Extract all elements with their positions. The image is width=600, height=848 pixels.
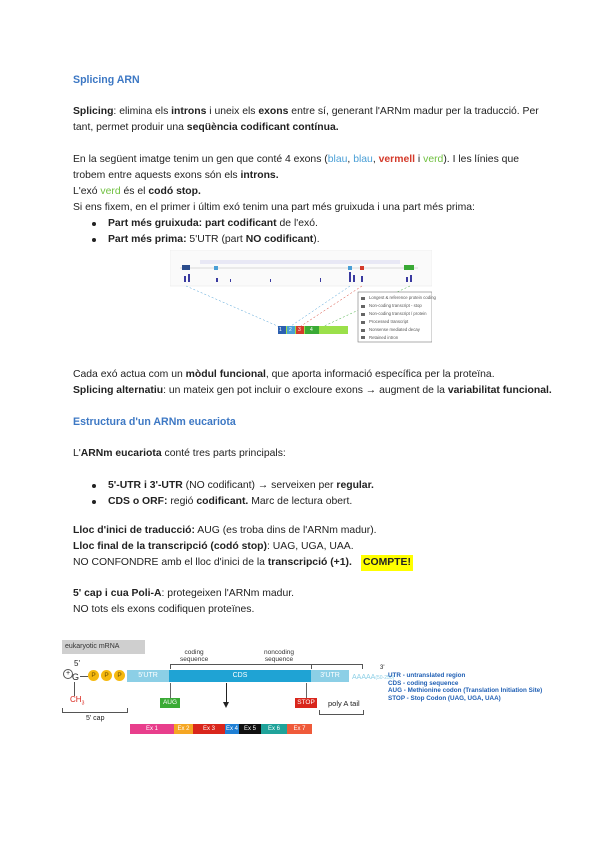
bullet-dot xyxy=(92,238,96,242)
text: transcripció (+1). xyxy=(267,557,352,568)
legend-entry: STOP - Stop Codon (UAG, UGA, UAA) xyxy=(388,694,501,702)
plus-circle: + xyxy=(63,669,73,679)
paragraph-translation-start xyxy=(73,523,377,539)
exon-mark xyxy=(182,265,190,270)
text: conté tres parts principals: xyxy=(161,448,286,459)
text: , xyxy=(347,154,354,165)
paragraph-functional-module xyxy=(73,367,495,383)
cap-label: 5' cap xyxy=(86,715,105,722)
term-functional-module: mòdul funcional xyxy=(185,369,266,380)
utr5-band: 5'UTR xyxy=(127,670,169,682)
figure-header: eukaryotic mRNA xyxy=(62,640,145,654)
bullet-dot xyxy=(92,484,96,488)
legend-entry: Non-coding transcript - stop xyxy=(369,303,422,308)
five-prime-label: 5' xyxy=(74,659,80,668)
text: i uneix els xyxy=(206,106,259,117)
mrna-structure-figure xyxy=(62,640,552,750)
text: NO codificant xyxy=(245,234,314,245)
section-title-mrna: Estructura d'un ARNm eucariota xyxy=(73,416,236,428)
exon-label-2: 2 xyxy=(289,327,292,333)
exon-1: Ex 1 xyxy=(130,724,174,734)
exon-label-1: 1 xyxy=(279,327,282,333)
text: : UAG, UGA, UAA. xyxy=(266,541,354,552)
paragraph-not-all-exons: NO tots els exons codifiquen proteïnes. xyxy=(73,604,255,615)
text: : protegeixen l'ARNm madur. xyxy=(161,588,295,599)
term-introns: introns xyxy=(171,106,207,117)
polya-tail-label: poly A tail xyxy=(328,699,360,708)
bullet-dot xyxy=(92,222,96,226)
text: sequence xyxy=(264,656,294,663)
exon-mark xyxy=(404,265,414,270)
coding-seq-label xyxy=(180,649,208,663)
paragraph-gene-exons xyxy=(73,152,519,168)
methyl-line xyxy=(74,682,75,696)
paragraph-mrna-parts xyxy=(73,446,286,462)
text: , xyxy=(372,154,379,165)
text: i xyxy=(415,154,424,165)
three-prime-label: 3' xyxy=(380,665,385,671)
legend-entry: Longest & reference protein coding xyxy=(369,295,436,300)
ch-text: CH xyxy=(70,695,82,704)
methyl-group xyxy=(70,696,84,708)
paragraph-gene-introns xyxy=(73,168,279,184)
bullet-utr xyxy=(108,478,374,494)
text: AUG (es troba dins de l'ARNm madur). xyxy=(194,525,377,536)
mapping-line xyxy=(288,286,350,328)
gene-browser-figure xyxy=(170,250,436,350)
cds-band: CDS xyxy=(169,670,311,682)
legend-entry: AUG - Methionine codon (Translation Initiation Site) xyxy=(388,687,543,694)
text: coding xyxy=(184,649,204,656)
track-bar xyxy=(200,260,400,264)
text: L'exó xyxy=(73,186,101,197)
mrna-legend xyxy=(388,672,542,702)
text: de l'exó. xyxy=(276,218,318,229)
text: 5'-UTR i 3'-UTR xyxy=(108,480,183,491)
polya-text: AAAAA xyxy=(352,674,376,681)
text: regió xyxy=(167,496,197,507)
legend-entry: UTR - untranslated region xyxy=(388,672,466,679)
bullet-thick-part xyxy=(108,216,318,232)
section-title-splicing: Splicing ARN xyxy=(73,74,140,86)
text: ). xyxy=(313,234,320,245)
term-sequence: seqüència codificant contínua. xyxy=(186,122,339,133)
utr3-band: 3'UTR xyxy=(311,670,349,682)
ch-subscript: 3 xyxy=(81,700,85,707)
bullet-cds xyxy=(108,494,352,510)
text: Part més gruixuda: xyxy=(108,218,203,229)
term-introns: introns. xyxy=(240,170,279,181)
text: Lloc d'inici de traducció: xyxy=(73,525,195,536)
term-variability: variabilitat funcional. xyxy=(447,385,552,396)
term-alternative-splicing: Splicing alternatiu xyxy=(73,385,164,396)
text: Marc de lectura obert. xyxy=(248,496,353,507)
phosphate-1: P xyxy=(88,670,99,681)
exon-label-4: 4 xyxy=(310,327,313,333)
term-splicing: Splicing xyxy=(73,106,114,117)
text: trobem entre aquests exons són els xyxy=(73,170,241,181)
polya-sub: (50-250) xyxy=(375,675,395,681)
text: : elimina els xyxy=(113,106,172,117)
text: noncoding xyxy=(264,649,294,656)
phosphate-3: P xyxy=(114,670,125,681)
bullet-thin-part xyxy=(108,232,320,248)
exon-5: Ex 5 xyxy=(239,724,261,734)
paragraph-exon-parts: Si ens fixem, en el primer i últim exó tenim una part més gruixuda i una part més prima: xyxy=(73,202,475,213)
legend-entry: Processed transcript xyxy=(369,319,409,324)
text: L' xyxy=(73,448,81,459)
paragraph-no-confondre xyxy=(73,555,352,571)
exon-mark xyxy=(214,266,218,270)
color-word-blue: blau xyxy=(353,154,373,165)
g-label: G xyxy=(72,672,80,682)
mapping-line xyxy=(186,286,282,328)
paragraph-splicing-definition xyxy=(73,104,539,120)
aug-marker: AUG xyxy=(160,698,180,708)
exon-4: Ex 4 xyxy=(225,726,238,732)
text: regular. xyxy=(336,480,374,491)
paragraph-transcription-end xyxy=(73,539,354,555)
term-mrna: ARNm eucariota xyxy=(80,448,162,459)
exon-mark xyxy=(360,266,364,270)
term-exons: exons xyxy=(258,106,289,117)
text: 5' cap i cua Poli-A xyxy=(73,588,162,599)
text: , que aporta informació específica per la proteïna. xyxy=(265,369,495,380)
text: Lloc final de la transcripció (codó stop) xyxy=(73,541,267,552)
exon-6: Ex 6 xyxy=(261,724,287,734)
paragraph-stop-exon xyxy=(73,184,201,200)
term-stop-codon: codó stop. xyxy=(148,186,201,197)
exon-label-3: 3 xyxy=(298,327,301,333)
polya-bracket xyxy=(319,710,364,715)
exon-3: Ex 3 xyxy=(193,724,225,734)
paragraph-splicing-line2 xyxy=(73,120,339,136)
legend-entry: Nonsense mediated decay xyxy=(369,327,420,332)
text: codificant. xyxy=(196,496,249,507)
highlight-compte: COMPTE! xyxy=(361,555,413,571)
bullet-dot xyxy=(92,500,96,504)
paragraph-alternative-splicing xyxy=(73,383,552,399)
noncoding-brace xyxy=(311,664,363,669)
cds-brace xyxy=(170,664,312,669)
color-word-green: verd xyxy=(423,154,444,165)
legend-entry: CDS - coding sequence xyxy=(388,679,459,687)
exon-mark xyxy=(348,266,352,270)
arrow-shaft xyxy=(226,683,227,703)
stop-marker: STOP xyxy=(295,698,317,708)
text: CDS o ORF: xyxy=(108,496,168,507)
cap-bracket xyxy=(62,708,128,713)
text: Part més prima: xyxy=(108,234,187,245)
exon-2: Ex 2 xyxy=(174,724,193,734)
mapping-line xyxy=(298,286,362,328)
exon-7: Ex 7 xyxy=(287,724,312,734)
text: és el xyxy=(120,186,149,197)
noncoding-seq-label xyxy=(264,649,294,663)
color-word-blue: blau xyxy=(327,154,348,165)
text: part codificant xyxy=(202,218,277,229)
text: NO CONFONDRE amb el lloc d'inici de la xyxy=(73,557,268,568)
legend-entry: Non-coding transcript / protein xyxy=(369,311,427,316)
text: 5'UTR (part xyxy=(186,234,246,245)
text: entre sí, generant l'ARNm madur per la traducció. Per xyxy=(288,106,539,117)
text: Cada exó actua com un xyxy=(73,369,186,380)
text: (NO codificant) → serveixen per xyxy=(182,480,337,491)
arrow-down-icon xyxy=(223,702,229,708)
color-word-green: verd xyxy=(100,186,121,197)
text: sequence xyxy=(180,656,209,663)
text: tant, permet produir una xyxy=(73,122,187,133)
text: En la següent imatge tenim un gen que conté 4 exons ( xyxy=(73,154,328,165)
bond-line xyxy=(80,676,88,677)
phosphate-2: P xyxy=(101,670,112,681)
color-word-red: vermell xyxy=(378,154,416,165)
text: : un mateix gen pot incluir o excloure exons → augment de la xyxy=(163,385,448,396)
text: ). I les línies que xyxy=(443,154,520,165)
legend-entry: Retained intron xyxy=(369,335,399,340)
figure-legend xyxy=(369,294,436,342)
paragraph-cap-polya xyxy=(73,586,294,602)
